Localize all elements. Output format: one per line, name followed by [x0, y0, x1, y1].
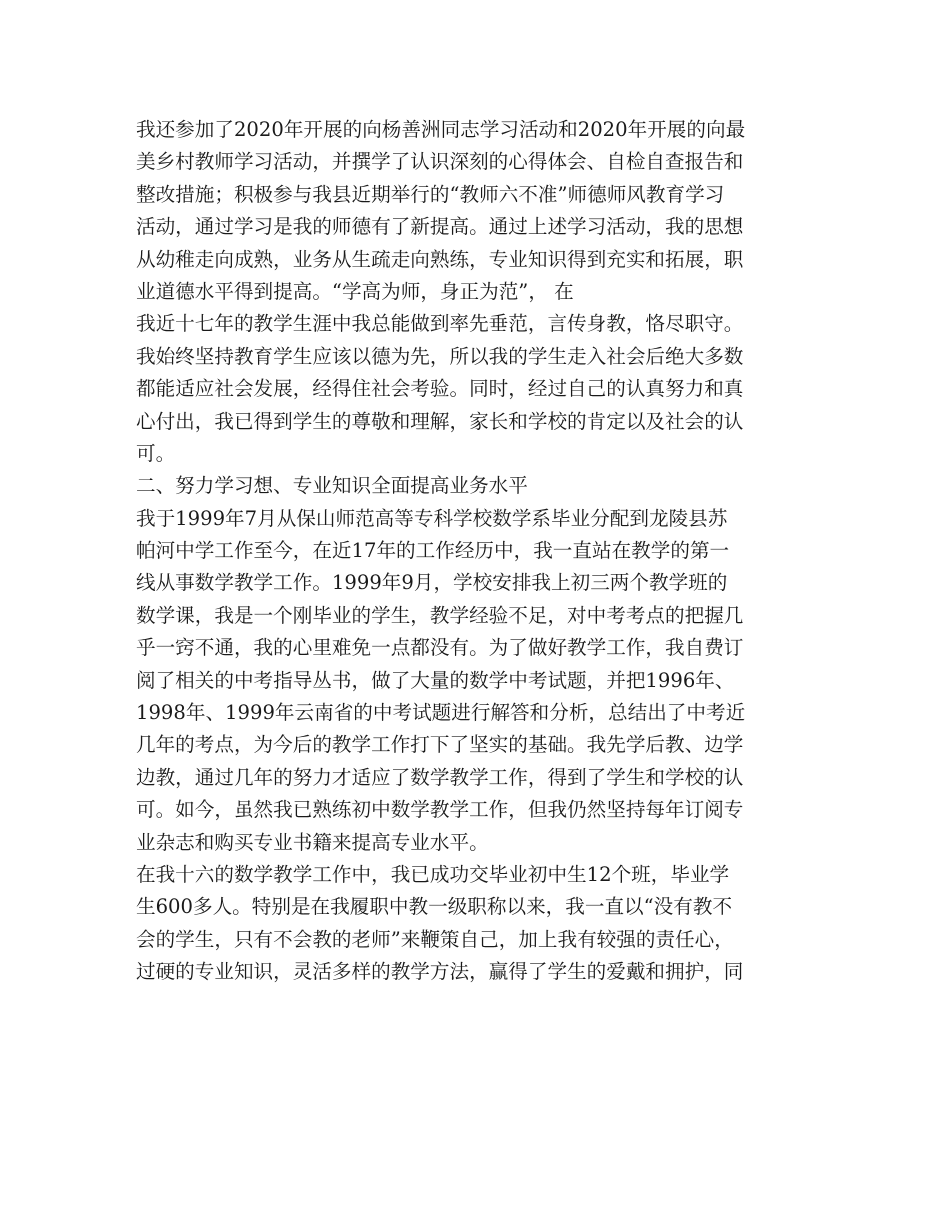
section-heading: 二、努力学习想、专业知识全面提高业务水平: [136, 474, 528, 498]
text-line: 心付出，我已得到学生的尊敬和理解，家长和学校的肯定以及社会的认: [136, 409, 744, 433]
text-line: 几年的考点，为今后的教学工作打下了坚实的基础。我先学后教、边学: [136, 733, 744, 757]
text-line: 阅了相关的中考指导丛书，做了大量的数学中考试题，并把1996年、: [136, 668, 735, 692]
text-line: 帕河中学工作至今，在近17年的工作经历中，我一直站在教学的第一: [136, 539, 730, 563]
text-line: 美乡村教师学习活动，并撰学了认识深刻的心得体会、自检自查报告和: [136, 150, 744, 174]
text-line: 在我十六的数学教学工作中，我已成功交毕业初中生12个班，毕业学: [136, 862, 730, 886]
text-line: 1998年、1999年云南省的中考试题进行解答和分析，总结出了中考近: [136, 701, 746, 725]
text-line: 业道德水平得到提高。“学高为师，身正为范”， 在: [136, 279, 574, 303]
text-line: 整改措施；积极参与我县近期举行的“教师六不准”师德师风教育学习: [136, 182, 725, 206]
document-body: [136, 114, 826, 989]
text-line: 可。: [136, 441, 176, 465]
text-line: 我还参加了2020年开展的向杨善洲同志学习活动和2020年开展的向最: [136, 118, 746, 141]
text-line: 我始终坚持教育学生应该以德为先，所以我的学生走入社会后绝大多数: [136, 344, 744, 368]
text-line: 过硬的专业知识，灵活多样的教学方法，赢得了学生的爱戴和拥护，同: [136, 960, 744, 984]
text-line: 从幼稚走向成熟，业务从生疏走向熟练，专业知识得到充实和拓展，职: [136, 247, 744, 271]
text-line: 我近十七年的教学生涯中我总能做到率先垂范，言传身教，恪尽职守。: [136, 312, 744, 336]
text-line: 可。如今，虽然我已熟练初中数学教学工作，但我仍然坚持每年订阅专: [136, 798, 744, 822]
text-line: 活动，通过学习是我的师德有了新提高。通过上述学习活动，我的思想: [136, 215, 744, 239]
text-line: 业杂志和购买专业书籍来提高专业水平。: [136, 830, 489, 854]
text-line: 生600多人。特别是在我履职中教一级职称以来，我一直以“没有教不: [136, 895, 733, 919]
text-line: 会的学生，只有不会教的老师”来鞭策自己，加上我有较强的责任心，: [136, 927, 734, 951]
text-line: 我于1999年7月从保山师范高等专科学校数学系毕业分配到龙陵县苏: [136, 506, 728, 530]
text-line: 数学课，我是一个刚毕业的学生，教学经验不足，对中考考点的把握几: [136, 603, 744, 627]
text-line: 边教，通过几年的努力才适应了数学教学工作，得到了学生和学校的认: [136, 765, 744, 789]
text-line: 线从事数学教学工作。1999年9月，学校安排我上初三两个教学班的: [136, 571, 728, 595]
text-line: 乎一窍不通，我的心里难免一点都没有。为了做好教学工作，我自费订: [136, 636, 744, 660]
text-line: 都能适应社会发展，经得住社会考验。同时，经过自己的认真努力和真: [136, 377, 744, 401]
